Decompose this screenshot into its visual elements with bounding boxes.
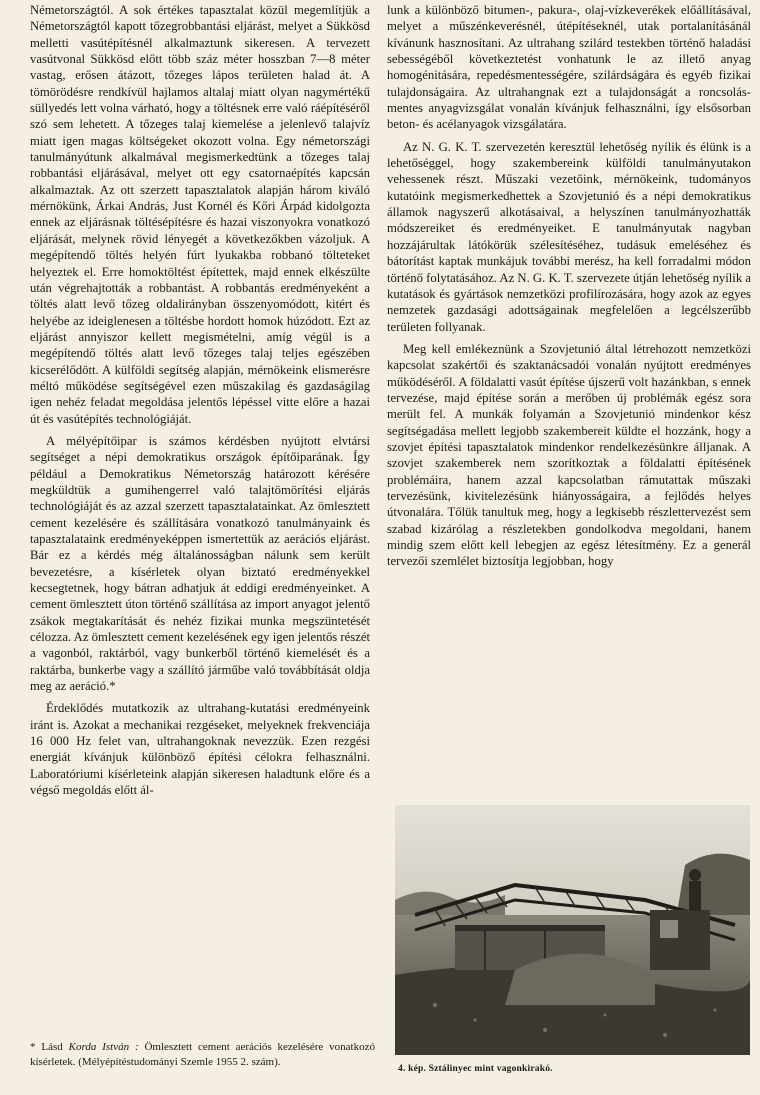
- footnote-author: Korda István :: [68, 1041, 139, 1053]
- paragraph: A mélyépítőipar is számos kérdésben nyújtott elvtársi segítséget a népi demokratikus országok építőiparának. Így például a Demokratikus Németország határozott kérésére megküldtük a gumihengerrel való talajtömörítési eljárás technológiáját és az azzal szerzett tapasztalatainkat. Az ömlesztett cement kezelésére és szállítására vonatkozó tanulmányaink és tapasztalataink eredményeképpen ismertettük az aerációs eljárást. Bár ez a kérdés még általánosságban nálunk sem került bevezetésre, a kísérletek olyan biztató eredményekkel kecsegtetnek, hogy bátran adhatjuk át eddigi eredményeinket. A cement ömlesztett úton történő szállítása az import anyagot jelentő zsákok megtakarítását és nehéz fizikai munka megszüntetését célozza. Az ömlesztett cement kezelésének egy igen jelentős részét a vagonból, raktárból, vagy bunkerből történő kiemelését és a raktárba, bunkerbe vagy a szállító járműbe való továbbítását oldja meg az aeráció.*: [30, 433, 370, 694]
- paragraph: Az N. G. K. T. szervezetén keresztül lehetőség nyílik és élünk is a lehetőséggel, hogy szakembereink külföldi tanulmányutakon vehessenek részt. Műszaki vezetőink, mérnökeink, tudományos kutatóink megismerkedhettek a Szovjetunió és a népi demokratikus államok nagyszerű alkotásaival, a helyszínen tanulmányozhatták módszereiket és eredményeiket. E tanulmányutak nagyban hozzájárultak látókörük szélesítéséhez, tudásuk emeléséhez és bátorítást kaptak munkájuk további merész, ha kell forradalmi módon történő folytatásához. Az N. G. K. T. szervezete útján lehetőség nyílik a kutatások és gyártások nemzetközi profilírozására, hogy azok az egyes nemzetek gazdasági adottságainak megfelelően a legcélszerűbb területen follyanak.: [387, 139, 751, 334]
- paragraph: lunk a különböző bitumen-, pakura-, olaj-vízkeverékek előállításával, melyet a műszénkeverésnél, útépítéseknél, utak portalanításánál kívánunk hasznosítani. Az ultrahang szilárd testekben történő haladási sebességéből következtetést vonhatunk le az illető anyag homogénitására, repedésmentességére, szilárdságára és egyéb fizikai tulajdonságaira. Az ultrahangnak ezt a tulajdonságát a roncsolás-mentes anyagvizsgálat vonalán kívánjuk felhasználni, így elsősorban beton- és acélanyagok vizsgálatára.: [387, 3, 751, 132]
- paragraph: Meg kell emlékeznünk a Szovjetunió által létrehozott nemzetközi kapcsolat szakértői és szaktanácsadói vonalán nyújtott eredményes működéséről. A földalatti vasút építése újszerű volt hazánkban, s ennek tervezése, majd építése során a merőben új problémák egész sora merült fel. A munkák folyamán a Szovjetunió mindenkor kész segítségadása mellett legjobb szakembereit küldte el hozzánk, hogy a szovjet építési tapasztalatok mindenkor rendelkezésünkre álljanak. A szovjet szakemberek nem szorítkoztak a földalatti építésének problémáira, hanem azzal kapcsolatban rámutattak műszaki tervezésünk, kivitelezésünk hiányosságaira, a fejlődés helyes útvonalára. Tőlük tanultuk meg, hogy a legkisebb részlettervezést sem szabad kizárólag a részletekben gondolkodva megoldani, hanem mindig szem előtt kell lebegjen az egész létesítmény. Ez a generál tervezői szemlélet biztosítja legjobban, hogy: [387, 341, 751, 569]
- footnote-text: Ömlesztett cement aerációs kezelésére vonatkozó kísérletek. (Mélyépítéstudományi Szemle 1955 2. szám).: [30, 1041, 375, 1068]
- footnote-marker: * Lásd: [30, 1041, 63, 1053]
- footnote: [30, 1040, 375, 1069]
- left-column: [30, 2, 370, 799]
- paragraph: Németországtól. A sok értékes tapasztalat közül megemlítjük a Németországtól kapott tőzegrobbantási eljárást, melyet a Sükkösd melletti vasútépítésnél alkalmaztunk sikeresen. A tervezett vasútvonal Sükkösd előtt több száz méter hosszban 7—8 méter vastag, erősen átázott, tőzeges lápos területen halad át. A tömörödésre rendkívül hajlamos altalaj miatt olyan nagymértékű süllyedés lett volna várható, hogy a töltésnek erre való ráépítéséről szó sem lehetett. A tőzeges talaj kiemelése a jelenlevő talajvíz miatt igen magas költségeket okozott volna. Egy németországi tanulmányútunk alkalmával megismerkedtünk a tőzeges talaj robbantási eljárásával, melyet ott egy csatornaépítés kapcsán alkalmaztak. Az ott szerzett tapasztalatok alapján három kiváló mérnökünk, Árkai András, Just Kornél és Kőri Árpád kidolgozta ennek az eljárásnak töltésépítésre és hazai viszonyokra vonatkozó eljárását, melynek rövid lényegét a következőkben vázoljuk. A megépítendő töltés helyén fúrt lyukakba robbanó tölteteket helyeztek el. Erre homoktöltést építettek, majd ennek elkészülte után végrehajtották a robbantást. A robbantás eredményeként a töltés alatt levő tőzeg oldalirányban összenyomódott, kitért és helyébe az ideiglenesen a töltésbe hordott homok húzódott. Ezt az eljárást annyiszor kellett megismételni, amíg végül is a megépítendő töltés alatt levő tőzeges talaj teljes egészében kicserélődött. A külföldi segítség alapján, mérnökeink elismerésre méltó működése segítségével ezen műszakilag és gazdaságilag igen nehéz feladat megoldása jelentős lépéssel vitte előre a hazai út és vasútépítés technológiáját.: [30, 3, 370, 426]
- photo-machine-unloading-wagon: [395, 805, 750, 1055]
- right-column: [387, 2, 751, 570]
- photo-caption: 4. kép. Sztálinyec mint vagonkirakó.: [398, 1064, 553, 1074]
- paragraph: Érdeklődés mutatkozik az ultrahang-kutatási eredményeink iránt is. Azokat a mechanikai rezgéseket, melyeknek frekvenciája 16 000 Hz felet van, ultrahangoknak nevezzük. Ezen rezgési energiát kívánjuk különböző építési célokra felhasználni. Laboratóriumi kísérleteink alapján sikeresen haladtunk előre és a végső megoldás előtt ál-: [30, 701, 370, 798]
